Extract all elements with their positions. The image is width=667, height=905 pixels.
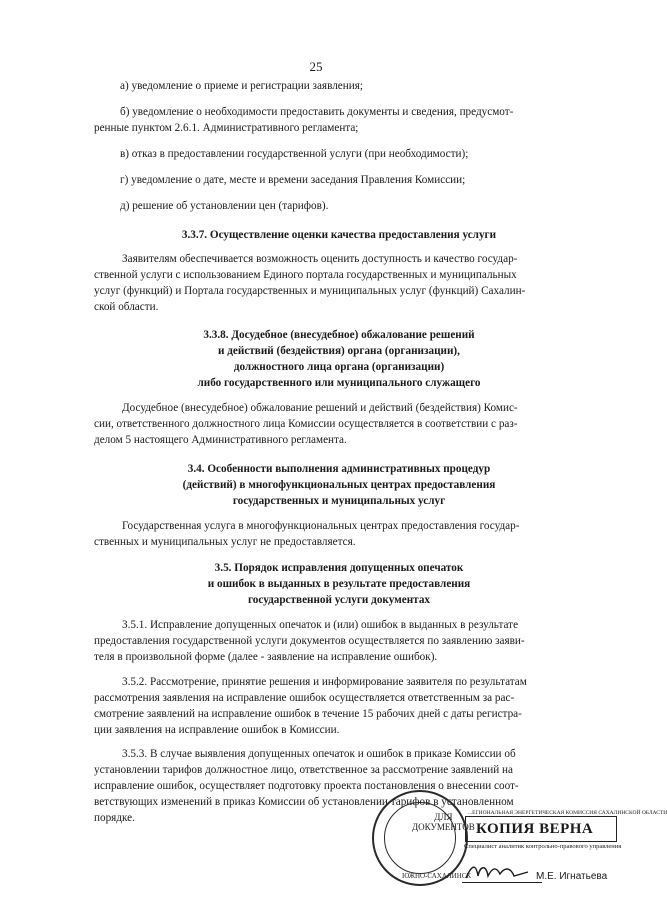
para-3-5-3-l4: ветствующих изменений в приказ Комиссии об установлении тарифов в установленном [94, 796, 514, 808]
para-3-3-8-l1: Досудебное (внесудебное) обжалование решений и действий (бездействия) Комис- [122, 402, 518, 414]
list-item-d: д) решение об установлении цен (тарифов). [120, 200, 329, 212]
para-3-4-l1: Государственная услуга в многофункциональных центрах предоставления государ- [122, 520, 520, 532]
list-item-g: г) уведомление о дате, месте и времени заседания Правления Комиссии; [120, 174, 466, 186]
para-3-5-3-l2: установлении тарифов должностное лицо, ответственное за рассмотрение заявлений на [94, 764, 513, 776]
list-item-v: в) отказ в предоставлении государственной услуги (при необходимости); [120, 148, 469, 160]
seal-city: ЮЖНО-САХАЛИНСК [402, 872, 472, 880]
stamp-position: Специалист аналитик контрольно-правового управления [464, 843, 622, 850]
para-3-3-7-l1: Заявителям обеспечивается возможность оценить доступность и качество государ- [122, 253, 518, 265]
para-3-5-2-l1: 3.5.2. Рассмотрение, принятие решения и информирование заявителя по результатам [122, 676, 527, 688]
heading-3-3-8: 3.3.8. Досудебное (внесудебное) обжалование решений и действий (бездействия) органа (организации), должностного лица органа (организации) либо государственного или муниципального служащего [197, 329, 481, 389]
para-3-4-l2: ственных и муниципальных услуг не предоставляется. [94, 536, 356, 548]
para-3-5-3-l5: порядке. [94, 812, 135, 824]
para-3-5-2-l4: ции заявления на исправление ошибок в Комиссии. [94, 724, 340, 736]
list-item-b-cont: ренные пунктом 2.6.1. Административного регламента; [94, 122, 359, 134]
copy-verified-label: КОПИЯ ВЕРНА [476, 821, 594, 837]
stamp-for-documents: ДЛЯ ДОКУМЕНТОВ [412, 812, 475, 832]
signer-name: М.Е. Игнатьева [536, 871, 608, 882]
para-3-5-3-l1: 3.5.3. В случае выявления допущенных опечаток и ошибок в приказе Комиссии об [122, 748, 516, 760]
heading-3-3-7: 3.3.7. Осуществление оценки качества предоставления услуги [181, 229, 497, 241]
stamp-org-line: ...ЕГИОНАЛЬНАЯ ЭНЕРГЕТИЧЕСКАЯ КОМИССИЯ САХАЛИНСКОЙ ОБЛАСТИ [468, 810, 667, 816]
para-3-3-7-l4: ской области. [94, 301, 159, 313]
para-3-3-7-l3: услуг (функций) и Портала государственных и муниципальных услуг (функций) Сахалин- [94, 285, 526, 297]
list-item-b: б) уведомление о необходимости предоставить документы и сведения, предусмот- [120, 106, 514, 118]
page-number: 25 [309, 59, 323, 74]
para-3-5-1-l3: теля в произвольной форме (далее - заявление на исправление ошибок). [94, 651, 438, 663]
para-3-3-8-l3: делом 5 настоящего Административного регламента. [94, 434, 347, 446]
signature-line [462, 882, 542, 883]
para-3-5-1-l2: предоставления государственной услуги документов осуществляется по заявлению заяви- [94, 635, 525, 647]
heading-3-4: 3.4. Особенности выполнения административных процедур (действий) в многофункциональных центрах предоставления государственных и муниципальных услуг [182, 463, 496, 507]
list-item-a: а) уведомление о приеме и регистрации заявления; [120, 80, 363, 92]
heading-3-5: 3.5. Порядок исправления допущенных опечаток и ошибок в выданных в результате предоставления государственной услуги документах [207, 562, 471, 606]
para-3-5-1-l1: 3.5.1. Исправление допущенных опечаток и (или) ошибок в выданных в результате [122, 619, 519, 631]
para-3-5-2-l3: смотрение заявлений на исправление ошибок в течение 15 рабочих дней с даты регистра- [94, 708, 522, 720]
para-3-5-2-l2: рассмотрения заявления на исправление ошибок осуществляется ответственным за рас- [94, 692, 515, 704]
para-3-5-3-l3: исправление ошибок, осуществляет подготовку проекта постановления о внесении соот- [94, 780, 519, 792]
para-3-3-8-l2: сии, ответственного должностного лица Комиссии осуществляется в соответствии с раз- [94, 418, 518, 430]
para-3-3-7-l2: ственной услуги с использованием Единого портала государственных и муниципальных [94, 269, 517, 281]
